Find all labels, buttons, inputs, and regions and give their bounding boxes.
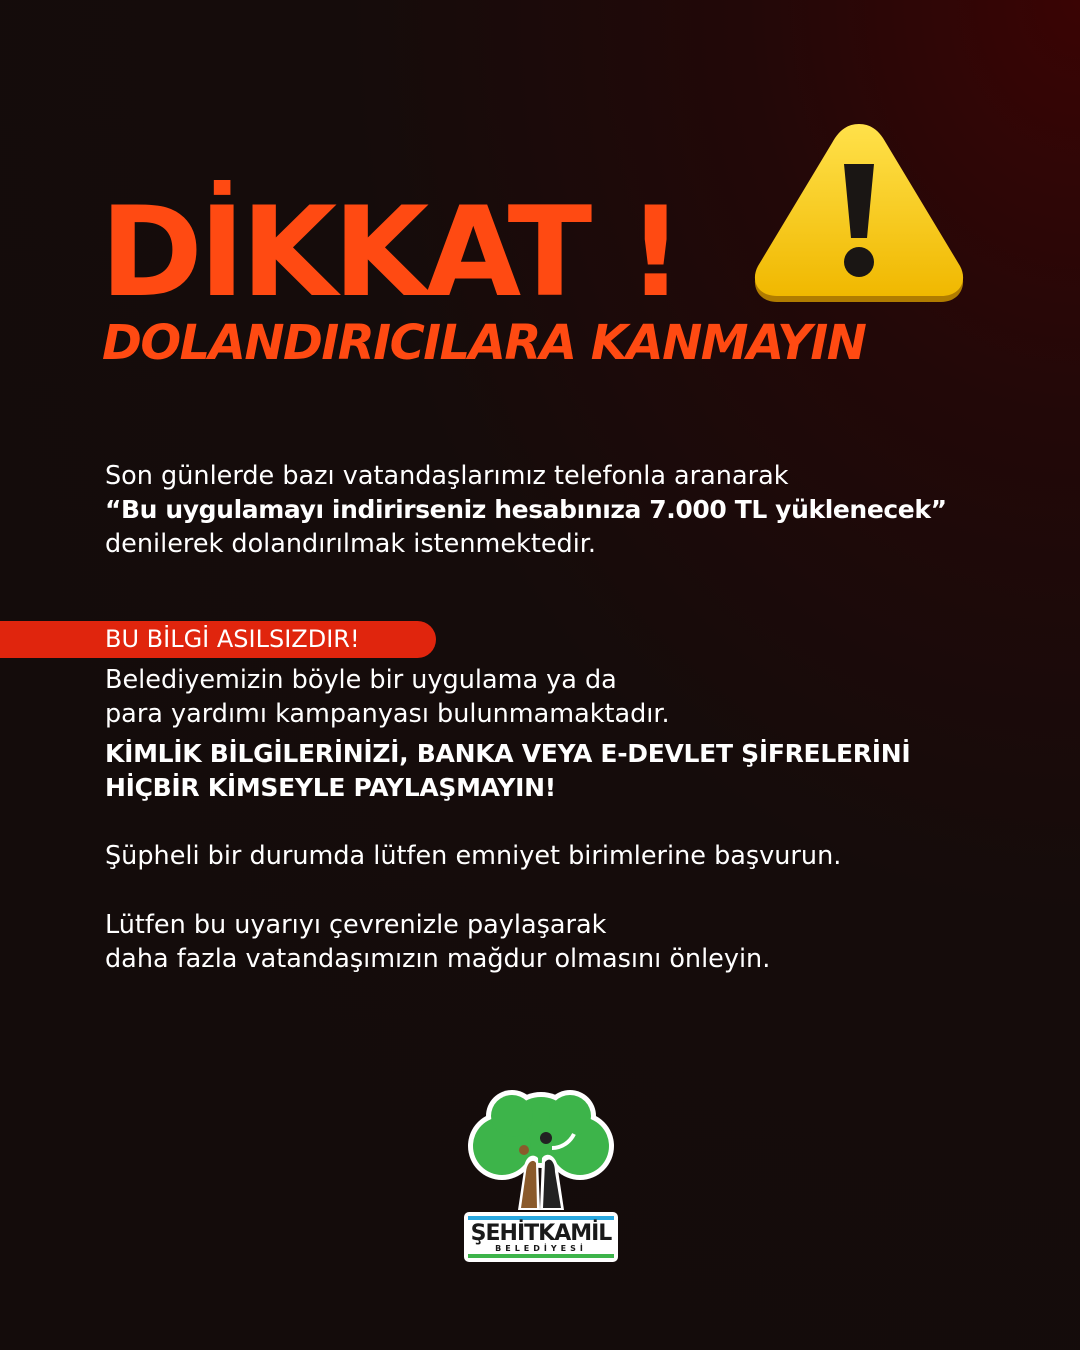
intro-quote: “Bu uygulamayı indirirseniz hesabınıza 7.000 TL yüklenecek” [105, 495, 947, 524]
intro-line-3: denilerek dolandırılmak istenmektedir. [105, 529, 597, 559]
logo-sub: BELEDİYESİ [495, 1244, 587, 1253]
warning-line-2: HİÇBİR KİMSEYLE PAYLAŞMAYIN! [105, 773, 556, 802]
body-line-2: para yardımı kampanyası bulunmamaktadır. [105, 699, 670, 729]
share-line-2: daha fazla vatandaşımızın mağdur olmasını önleyin. [105, 944, 771, 974]
advice-line: Şüpheli bir durumda lütfen emniyet birimlerine başvurun. [105, 841, 842, 871]
logo-name: ŞEHİTKAMİL [470, 1221, 612, 1246]
banner-label: BU BİLGİ ASILSIZDIR! [105, 625, 360, 653]
intro-line-1: Son günlerde bazı vatandaşlarımız telefonla aranarak [105, 461, 789, 491]
status-banner [0, 621, 436, 658]
body-line-1: Belediyemizin böyle bir uygulama ya da [105, 665, 617, 695]
warning-triangle-icon [748, 120, 970, 310]
share-line-1: Lütfen bu uyarıyı çevrenizle paylaşarak [105, 910, 607, 940]
page-title: DİKKAT ! [100, 181, 680, 325]
tree-logo-icon [460, 1088, 622, 1268]
warning-line-1: KİMLİK BİLGİLERİNİZİ, BANKA VEYA E-DEVLET ŞİFRELERİNİ [105, 739, 911, 768]
page-subtitle: DOLANDIRICILARA KANMAYIN [102, 315, 866, 371]
